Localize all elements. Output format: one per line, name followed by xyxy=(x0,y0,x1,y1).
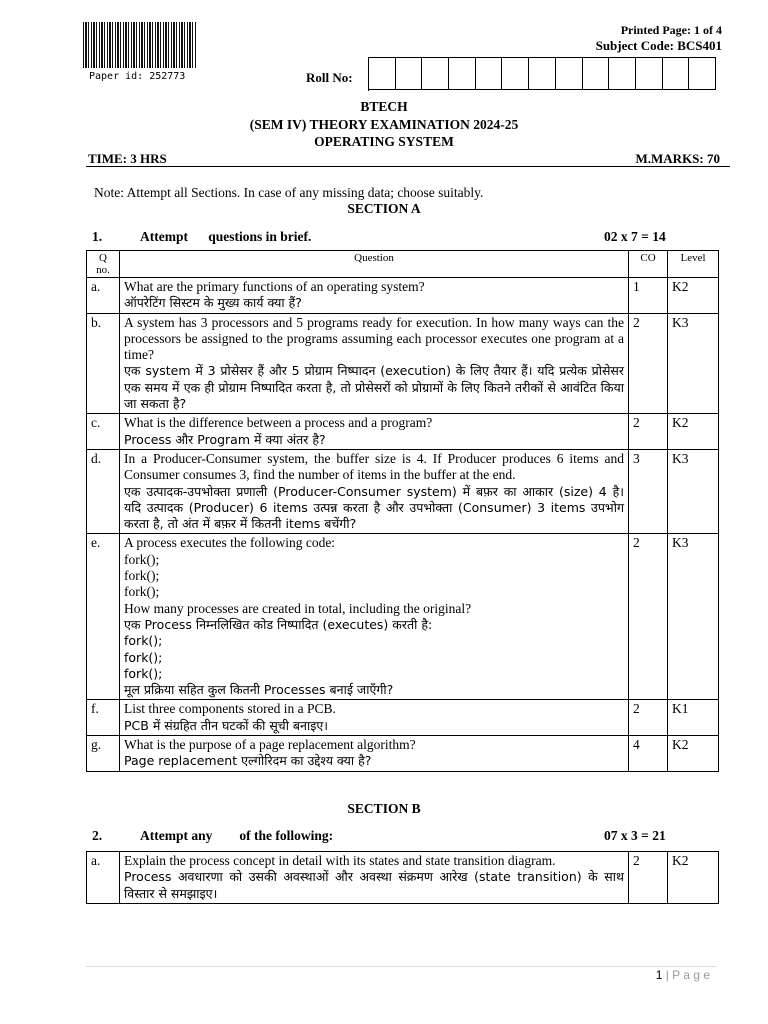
question-hindi: fork(); xyxy=(124,665,163,681)
question-english: A process executes the following code: xyxy=(124,535,336,551)
question-english: List three components stored in a PCB. xyxy=(124,701,336,717)
question-row xyxy=(87,736,719,772)
section-a-table xyxy=(86,250,719,772)
roll-digit-box[interactable] xyxy=(476,57,503,90)
question-text xyxy=(120,278,629,314)
question-row xyxy=(87,534,719,700)
question-text xyxy=(120,414,629,450)
question-text xyxy=(120,736,629,772)
max-marks: M.MARKS: 70 xyxy=(635,151,720,166)
question-text xyxy=(120,852,629,904)
question-english: A system has 3 processors and 5 programs ready for execution. In how many ways can the processors be assigned to the programs assuming each processor executes one program at a time? xyxy=(124,314,624,363)
program-title: BTECH xyxy=(360,99,408,114)
roll-label: Roll No: xyxy=(306,70,353,85)
course-outcome: 1 xyxy=(629,278,668,314)
bloom-level: K2 xyxy=(668,852,719,904)
footer-divider xyxy=(86,966,716,967)
bloom-level: K2 xyxy=(668,414,719,450)
question-hindi: एक system में 3 प्रोसेसर हैं और 5 प्रोग्राम निष्पादन (execution) के लिए तैयार हैं। यदि प्रत्येक प्रोसेसर एक समय में एक ही प्रोग्राम निष्पादित करता है, तो प्रोसेसरों को प्रोग्रामों के लिए कितने तरीकों से आवंटित किया जा सकता है? xyxy=(124,363,624,412)
course-outcome: 2 xyxy=(629,534,668,700)
question-hindi: ऑपरेटिंग सिस्टम के मुख्य कार्य क्या हैं? xyxy=(124,295,302,311)
question-number: c. xyxy=(87,414,120,450)
course-outcome: 2 xyxy=(629,414,668,450)
section-a-title: SECTION A xyxy=(347,201,421,216)
question-hindi: मूल प्रक्रिया सहित कुल कितनी Processes बनाई जाएँगी? xyxy=(124,682,394,698)
question-row xyxy=(87,700,719,736)
course-outcome: 2 xyxy=(629,700,668,736)
note: Note: Attempt all Sections. In case of any missing data; choose suitably. xyxy=(94,185,484,200)
question-english: What is the difference between a process and a program? xyxy=(124,415,433,431)
roll-digit-box[interactable] xyxy=(583,57,610,90)
roll-digit-box[interactable] xyxy=(396,57,423,90)
exam-time: TIME: 3 HRS xyxy=(88,151,167,166)
question-number: a. xyxy=(87,278,120,314)
course-outcome: 2 xyxy=(629,852,668,904)
question-hindi: fork(); xyxy=(124,633,163,649)
question-english: Explain the process concept in detail with its states and state transition diagram. xyxy=(124,853,556,868)
question-english: fork(); xyxy=(124,568,160,584)
col-question: Question xyxy=(120,251,629,278)
roll-digit-box[interactable] xyxy=(663,57,690,90)
exam-title: (SEM IV) THEORY EXAMINATION 2024-25 xyxy=(249,117,519,132)
question-hindi: Process और Program में क्या अंतर है? xyxy=(124,431,326,447)
roll-digit-box[interactable] xyxy=(609,57,636,90)
question-row xyxy=(87,414,719,450)
question-text xyxy=(120,700,629,736)
table-header-row xyxy=(87,251,719,278)
question-row xyxy=(87,313,719,414)
page-footer xyxy=(656,968,710,982)
question-number: e. xyxy=(87,534,120,700)
question-text xyxy=(120,534,629,700)
question-english: How many processes are created in total, including the original? xyxy=(124,600,472,616)
question-1-marks: 02 x 7 = 14 xyxy=(604,229,666,244)
question-hindi: PCB में संग्रहित तीन घटकों की सूची बनाइए। xyxy=(124,717,329,733)
question-1-number: 1. xyxy=(92,229,103,244)
question-english: What is the purpose of a page replacement algorithm? xyxy=(124,737,416,753)
subject-title: OPERATING SYSTEM xyxy=(314,134,454,149)
question-hindi: एक Process निम्नलिखित कोड निष्पादित (executes) करती है: xyxy=(124,616,433,632)
question-english: fork(); xyxy=(124,551,160,567)
roll-number-boxes[interactable] xyxy=(368,57,716,91)
page-number: 1 xyxy=(655,968,663,982)
bloom-level: K1 xyxy=(668,700,719,736)
section-b-table xyxy=(86,851,719,904)
roll-digit-box[interactable] xyxy=(449,57,476,90)
col-level: Level xyxy=(668,251,719,278)
question-text xyxy=(120,449,629,533)
question-row xyxy=(87,278,719,314)
question-text xyxy=(120,313,629,414)
question-hindi: एक उत्पादक-उपभोक्ता प्रणाली (Producer-Consumer system) में बफ़र का आकार (size) 4 है। यदि उत्पादक (Producer) 6 items उत्पन्न करता है और उपभोक्ता (Consumer) 3 items उपभोग करता है, तो अंत में बफ़र में कितनी items बचेंगी? xyxy=(124,483,624,532)
question-1-instruction: Attempt questions in brief. xyxy=(140,229,312,244)
roll-digit-box[interactable] xyxy=(502,57,529,90)
barcode xyxy=(83,22,196,68)
bloom-level: K3 xyxy=(668,534,719,700)
bloom-level: K3 xyxy=(668,449,719,533)
page-label: | P a g e xyxy=(665,968,710,982)
question-row xyxy=(87,852,719,904)
col-qno: Q no. xyxy=(87,251,120,278)
question-hindi: fork(); xyxy=(124,649,163,665)
question-english: fork(); xyxy=(124,584,160,600)
bloom-level: K2 xyxy=(668,278,719,314)
course-outcome: 4 xyxy=(629,736,668,772)
question-2-number: 2. xyxy=(92,828,103,843)
question-2-marks: 07 x 3 = 21 xyxy=(604,828,666,843)
roll-digit-box[interactable] xyxy=(689,57,716,90)
question-english: In a Producer-Consumer system, the buffer size is 4. If Producer produces 6 items and Consumer consumes 3, find the number of items in the buffer at the end. xyxy=(124,450,624,483)
col-co: CO xyxy=(629,251,668,278)
question-number: g. xyxy=(87,736,120,772)
roll-digit-box[interactable] xyxy=(636,57,663,90)
question-number: f. xyxy=(87,700,120,736)
bloom-level: K2 xyxy=(668,736,719,772)
question-hindi: Process अवधारणा को उसकी अवस्थाओं और अवस्था संक्रमण आरेख (state transition) के साथ विस्तार से समझाइए। xyxy=(124,869,624,901)
roll-digit-box[interactable] xyxy=(422,57,449,90)
subject-code: Subject Code: BCS401 xyxy=(595,38,722,53)
course-outcome: 2 xyxy=(629,313,668,414)
question-2-instruction: Attempt any of the following: xyxy=(140,828,334,843)
header-divider xyxy=(86,166,730,167)
question-row xyxy=(87,449,719,533)
roll-digit-box[interactable] xyxy=(529,57,556,90)
question-english: What are the primary functions of an operating system? xyxy=(124,279,425,294)
question-number: b. xyxy=(87,313,120,414)
section-b-title: SECTION B xyxy=(347,801,421,816)
bloom-level: K3 xyxy=(668,313,719,414)
course-outcome: 3 xyxy=(629,449,668,533)
question-number: d. xyxy=(87,449,120,533)
paper-id: Paper id: 252773 xyxy=(89,71,186,82)
question-hindi: Page replacement एल्गोरिदम का उद्देश्य क्या है? xyxy=(124,753,372,769)
question-number: a. xyxy=(87,852,120,904)
printed-page: Printed Page: 1 of 4 xyxy=(620,23,722,37)
roll-digit-box[interactable] xyxy=(369,57,396,90)
roll-digit-box[interactable] xyxy=(556,57,583,90)
